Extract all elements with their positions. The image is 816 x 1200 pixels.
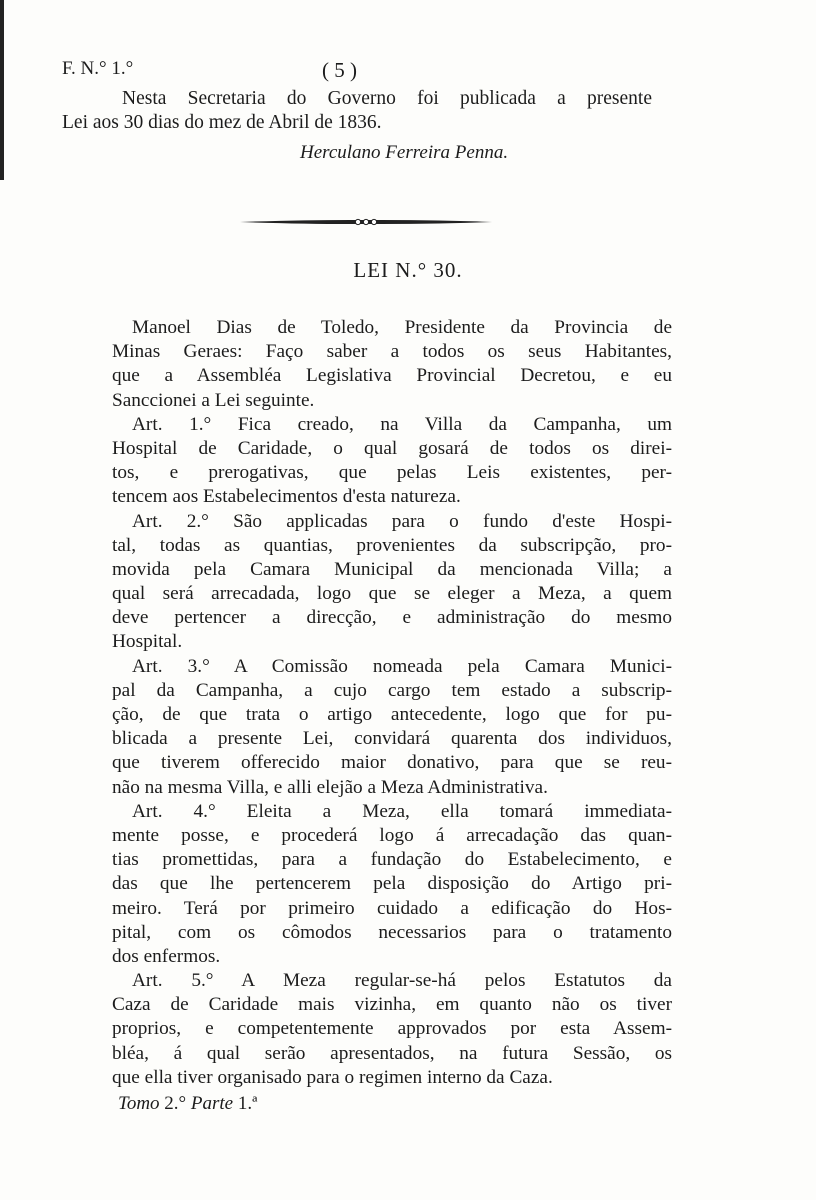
law-body bbox=[112, 316, 672, 1090]
body-line: Sanccionei a Lei seguinte. bbox=[112, 389, 315, 411]
body-line: proprios, e competentemente approvados por esta Assem- bbox=[112, 1018, 672, 1040]
body-line: dos enfermos. bbox=[112, 945, 221, 967]
body-line: tias promettidas, para a fundação do Estabelecimento, e bbox=[112, 849, 672, 871]
body-line: tos, e prerogativas, que pelas Leis existentes, per- bbox=[112, 462, 672, 484]
body-line: das que lhe pertencerem pela disposição do Artigo pri- bbox=[112, 873, 672, 895]
body-line: pal da Campanha, a cujo cargo tem estado a subscrip- bbox=[112, 679, 672, 701]
body-line: que tiverem offerecido maior donativo, para que se reu- bbox=[112, 752, 672, 774]
body-line: Caza de Caridade mais vizinha, em quanto não os tiver bbox=[112, 994, 672, 1016]
body-line: tencem aos Estabelecimentos d'esta natureza. bbox=[112, 486, 461, 508]
body-line: pital, com os cômodos necessarios para o tratamento bbox=[112, 921, 672, 943]
body-line: movida pela Camara Municipal da mencionada Villa; a bbox=[112, 558, 672, 580]
footer-parte-number: 1.ª bbox=[237, 1093, 258, 1114]
footer-tomo: Tomo bbox=[118, 1093, 160, 1114]
publication-note-text-1: Nesta Secretaria do Governo foi publicada a presente bbox=[122, 88, 652, 109]
body-line: Art. 4.° Eleita a Meza, ella tomará immediata- bbox=[132, 800, 672, 822]
body-line: deve pertencer a direcção, e administração do mesmo bbox=[112, 607, 672, 629]
scan-edge-left bbox=[0, 0, 4, 180]
footer-parte: Parte bbox=[190, 1093, 234, 1114]
body-line: que ella tiver organisado para o regimen interno da Caza. bbox=[112, 1066, 553, 1088]
body-line: Art. 5.° A Meza regular-se-há pelos Estatutos da bbox=[132, 970, 672, 992]
publication-note-line-1 bbox=[112, 88, 652, 110]
footer-tomo-number: 2.° bbox=[164, 1093, 187, 1114]
body-line: blicada a presente Lei, convidará quarenta dos individuos, bbox=[112, 728, 672, 750]
body-line: Art. 1.° Fica creado, na Villa da Campanha, um bbox=[132, 413, 672, 435]
page-number: ( 5 ) bbox=[322, 58, 357, 82]
body-line: que a Assembléa Legislativa Provincial Decretou, e eu bbox=[112, 365, 672, 387]
body-line: qual será arrecadada, logo que se eleger a Meza, a quem bbox=[112, 583, 672, 605]
law-title: LEI N.° 30. bbox=[353, 258, 463, 282]
body-line: Hospital de Caridade, o qual gosará de todos os direi- bbox=[112, 437, 672, 459]
body-line: Manoel Dias de Toledo, Presidente da Provincia de bbox=[132, 317, 672, 338]
page-footer bbox=[118, 1093, 257, 1115]
body-line: não na mesma Villa, e alli elejão a Meza Administrativa. bbox=[112, 776, 548, 798]
signature: Herculano Ferreira Penna. bbox=[300, 142, 509, 163]
body-line: Minas Geraes: Faço saber a todos os seus Habitantes, bbox=[112, 341, 672, 363]
signature-mark: F. N.° 1.° bbox=[62, 58, 134, 79]
body-line: mente posse, e procederá logo á arrecadação das quan- bbox=[112, 824, 672, 846]
body-line: Art. 2.° São applicadas para o fundo d'este Hospi- bbox=[132, 510, 672, 532]
ornamental-rule bbox=[240, 218, 492, 226]
body-line: ção, de que trata o artigo antecedente, logo que for pu- bbox=[112, 704, 672, 725]
body-line: meiro. Terá por primeiro cuidado a edificação do Hos- bbox=[112, 897, 672, 919]
body-line: Hospital. bbox=[112, 631, 183, 653]
body-line: bléa, á qual serão apresentados, na futura Sessão, os bbox=[112, 1042, 672, 1064]
body-line: Art. 3.° A Comissão nomeada pela Camara Munici- bbox=[132, 655, 672, 677]
publication-note-line-2: Lei aos 30 dias do mez de Abril de 1836. bbox=[62, 112, 382, 133]
body-line: tal, todas as quantias, provenientes da subscripção, pro- bbox=[112, 534, 672, 556]
